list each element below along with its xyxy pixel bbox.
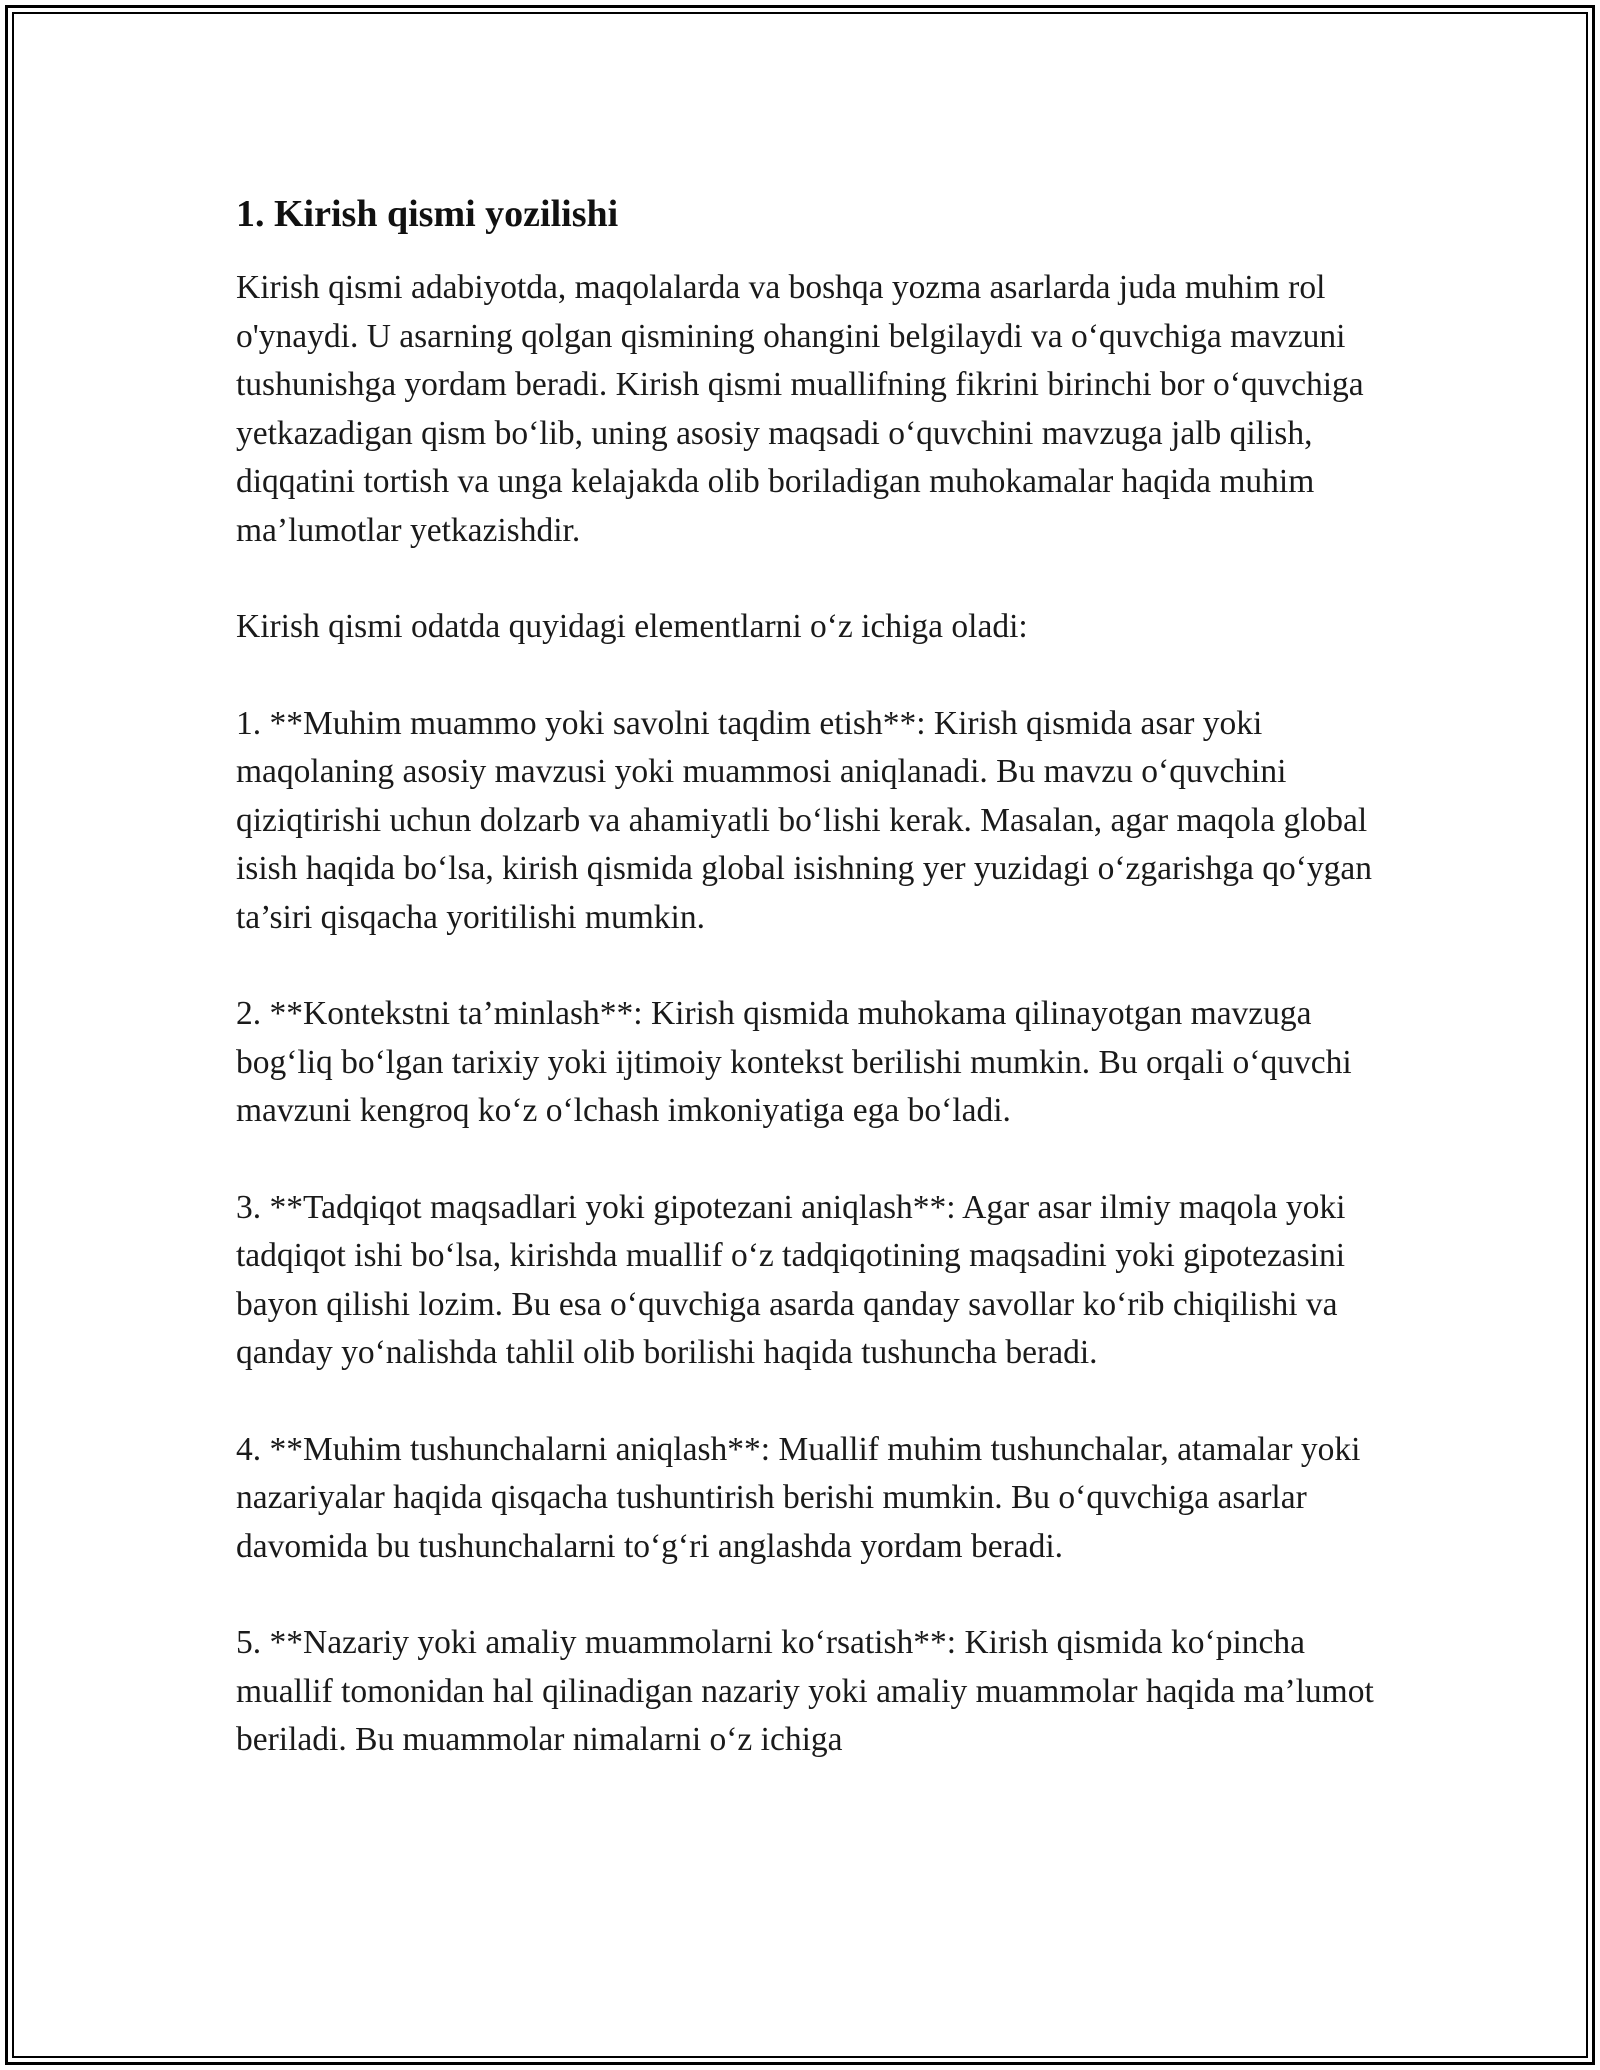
list-item-key-concepts: 4. **Muhim tushunchalarni aniqlash**: Muallif muhim tushunchalar, atamalar yoki nazariyalar haqida qisqacha tushuntirish berishi mumkin. Bu o‘quvchiga asarlar davomida bu tushunchalarni to‘g‘ri anglashda yordam beradi. <box>236 1430 1361 1565</box>
section-heading: 1. Kirish qismi yozilishi <box>236 193 619 235</box>
list-item-research-goals: 3. **Tadqiqot maqsadlari yoki gipotezani aniqlash**: Agar asar ilmiy maqola yoki tadqiqot ishi bo‘lsa, kirishda muallif o‘z tadqiqotining maqsadini yoki gipotezasini bayon qilishi lozim. Bu esa o‘quvchiga asarda qanday savollar ko‘rib chiqilishi va qanday yo‘nalishda tahlil olib borilishi haqida tushuncha beradi. <box>236 1188 1346 1371</box>
list-item-problems: 5. **Nazariy yoki amaliy muammolarni ko‘rsatish**: Kirish qismida ko‘pincha muallif tomonidan hal qilinadigan nazariy yoki amaliy muammolar haqida ma’lumot beriladi. Bu muammolar nimalarni o‘z ichiga <box>236 1624 1374 1758</box>
elements-lead-paragraph: Kirish qismi odatda quyidagi elementlarni o‘z ichiga oladi: <box>236 608 1028 645</box>
list-item-context: 2. **Kontekstni ta’minlash**: Kirish qismida muhokama qilinayotgan mavzuga bog‘liq bo‘lgan tarixiy yoki ijtimoiy kontekst berilishi mumkin. Bu orqali o‘quvchi mavzuni kengroq ko‘z o‘lchash imkoniyatiga ega bo‘ladi. <box>236 995 1352 1129</box>
intro-paragraph: Kirish qismi adabiyotda, maqolalarda va boshqa yozma asarlarda juda muhim rol o'ynaydi. U asarning qolgan qismining ohangini belgilaydi va o‘quvchiga mavzuni tushunishga yordam beradi. Kirish qismi muallifning fikrini birinchi bor o‘quvchiga yetkazadigan qism bo‘lib, uning asosiy maqsadi o‘quvchini mavzuga jalb qilish, diqqatini tortish va unga kelajakda olib boriladigan muhokamalar haqida muhim ma’lumotlar yetkazishdir. <box>236 269 1364 549</box>
list-item-problem: 1. **Muhim muammo yoki savolni taqdim etish**: Kirish qismida asar yoki maqolaning asosiy mavzusi yoki muammosi aniqlanadi. Bu mavzu o‘quvchini qiziqtirishi uchun dolzarb va ahamiyatli bo‘lishi kerak. Masalan, agar maqola global isish haqida bo‘lsa, kirish qismida global isishning yer yuzidagi o‘zgarishga qo‘ygan ta’siri qisqacha yoritilishi mumkin. <box>236 704 1373 936</box>
document-body <box>236 188 1386 1765</box>
